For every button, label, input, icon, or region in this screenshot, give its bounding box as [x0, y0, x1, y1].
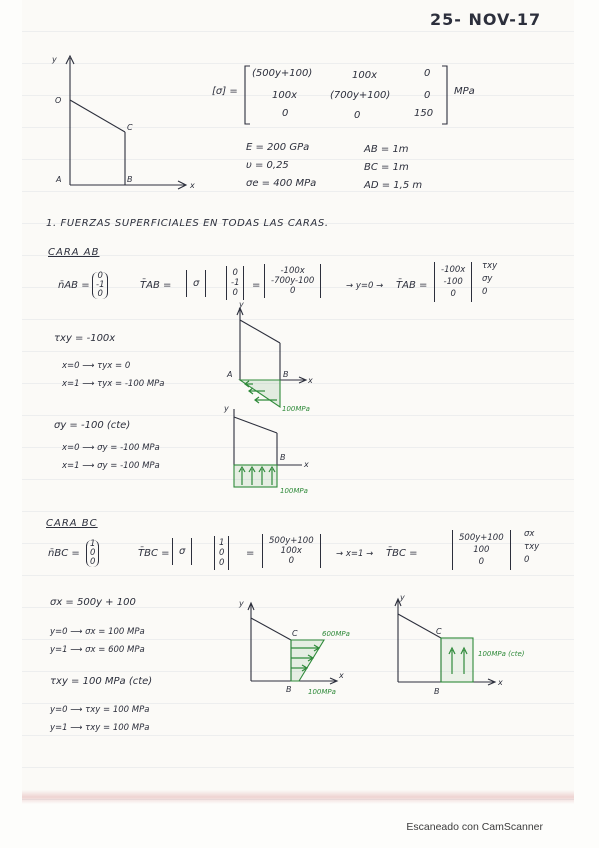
bc-sigma-line2: y=1 ⟶ σx = 600 MPa: [50, 645, 145, 655]
t11: (500y+100): [252, 68, 313, 79]
svg-text:x: x: [304, 460, 309, 469]
tensor-bracket-right: [440, 64, 450, 126]
ab-result-vector: -100x -700y-100 0: [264, 264, 321, 298]
svg-text:y: y: [239, 300, 244, 309]
bc-arrow: → x=1 →: [336, 549, 374, 559]
scanner-footer: Escaneado con CamScanner: [406, 821, 543, 833]
date: 25- NOV-17: [430, 10, 542, 29]
svg-text:B: B: [286, 685, 292, 694]
prop-sigma-e: σe = 400 MPa: [246, 178, 317, 189]
svg-text:y: y: [224, 404, 229, 413]
bc-tau-line1: y=0 ⟶ τxy = 100 MPa: [50, 705, 150, 715]
cara-ab-title: CARA AB: [48, 247, 100, 258]
svg-text:B: B: [283, 370, 289, 379]
svg-text:A: A: [227, 370, 233, 379]
t23: 0: [424, 90, 431, 101]
tensor-lhs: [σ] =: [212, 86, 238, 97]
ab-final-vector: -100x -100 0: [434, 262, 472, 302]
ab-arrow: → y=0 →: [346, 281, 384, 291]
bc-n-vector: 1 0 0: [86, 540, 99, 567]
ab-sigma-line2: x=1 ⟶ σy = -100 MPa: [62, 461, 160, 471]
bc-normal-bottom-label: 100MPa: [308, 688, 336, 696]
prop-ad: AD = 1,5 m: [364, 180, 423, 191]
svg-text:y: y: [400, 593, 405, 602]
ab-tau-eq: τxy = -100x: [54, 333, 116, 344]
svg-text:B: B: [280, 453, 286, 462]
svg-text:B: B: [434, 687, 440, 696]
t32: 0: [354, 110, 361, 121]
svg-text:y: y: [239, 599, 244, 608]
tensor-unit: MPa: [454, 86, 475, 97]
ab-tau-line2: x=1 ⟶ τyx = -100 MPa: [62, 379, 165, 389]
point-a: A: [56, 175, 62, 184]
bc-n-lhs: n̄BC =: [48, 548, 80, 559]
ab-normal-load-label: 100MPa: [280, 487, 308, 495]
tensor-bracket-left: [242, 64, 252, 126]
ab-tau-line1: x=0 ⟶ τyx = 0: [62, 361, 131, 371]
x-axis-label: x: [190, 181, 195, 190]
t22: (700y+100): [330, 90, 391, 101]
prop-bc: BC = 1m: [364, 162, 409, 173]
ab-component-labels: τxy σy 0: [482, 261, 498, 297]
prop-nu: υ = 0,25: [246, 160, 289, 171]
section-heading: 1. FUERZAS SUPERFICIALES EN TODAS LAS CARAS.: [46, 218, 329, 229]
ab-sigma-matrix: σ: [186, 270, 206, 297]
ab-mult-vector: 0 -1 0: [226, 266, 244, 300]
bc-shear-diagram: [386, 592, 556, 697]
svg-text:C: C: [436, 627, 442, 636]
bc-mult-vector: 1 0 0: [214, 536, 229, 570]
ab-normal-diagram: [222, 405, 317, 495]
svg-text:C: C: [292, 629, 298, 638]
bc-t2-lhs: T̄BC =: [386, 548, 418, 559]
t31: 0: [282, 108, 289, 119]
page-edge: [22, 790, 574, 804]
bc-component-labels: σx τxy 0: [524, 529, 540, 565]
point-c: C: [127, 123, 133, 132]
y-axis-label: y: [52, 55, 57, 64]
top-geometry-diagram: [50, 50, 195, 195]
bc-normal-top-label: 600MPa: [322, 630, 350, 638]
bc-tau-eq: τxy = 100 MPa (cte): [50, 676, 153, 687]
svg-text:x: x: [339, 671, 344, 680]
bc-final-vector: 500y+100 100 0: [452, 530, 511, 570]
ab-sigma-line1: x=0 ⟶ σy = -100 MPa: [62, 443, 160, 453]
ab-shear-load-label: 100MPa: [282, 405, 310, 413]
bc-sigma-eq: σx = 500y + 100: [50, 597, 136, 608]
svg-text:x: x: [308, 376, 313, 385]
svg-text:x: x: [498, 678, 503, 687]
bc-sigma-matrix: σ: [172, 538, 192, 565]
ab-n-lhs: n̄AB =: [58, 280, 90, 291]
ab-shear-diagram: [225, 300, 315, 415]
prop-e: E = 200 GPa: [246, 142, 310, 153]
bc-normal-diagram: [236, 598, 356, 698]
ab-t2-lhs: T̄AB =: [396, 280, 428, 291]
bc-sigma-line1: y=0 ⟶ σx = 100 MPa: [50, 627, 145, 637]
t13: 0: [424, 68, 431, 79]
ab-n-vector: 0 -1 0: [92, 272, 108, 299]
point-b: B: [127, 175, 133, 184]
bc-t-lhs: T̄BC =: [138, 548, 170, 559]
bc-shear-load-label: 100MPa (cte): [478, 650, 525, 658]
ab-t-lhs: T̄AB =: [140, 280, 172, 291]
t12: 100x: [352, 70, 378, 81]
point-o: O: [55, 96, 62, 105]
bc-tau-line2: y=1 ⟶ τxy = 100 MPa: [50, 723, 150, 733]
ab-sigma-eq: σy = -100 (cte): [54, 420, 131, 431]
cara-bc-title: CARA BC: [46, 518, 98, 529]
t21: 100x: [272, 90, 298, 101]
bc-result-vector: 500y+100 100x 0: [262, 534, 321, 568]
t33: 150: [414, 108, 434, 119]
prop-ab: AB = 1m: [364, 144, 409, 155]
